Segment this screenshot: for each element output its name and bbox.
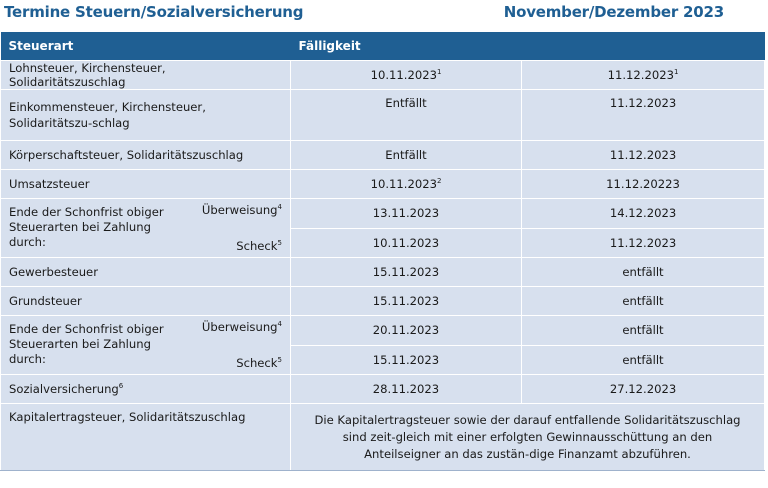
date-nov: Entfällt [291,90,522,141]
table-row [1,90,765,141]
table-row [1,61,765,90]
date-nov: 15.11.2023 [291,287,522,316]
row-label: Lohnsteuer, Kirchensteuer, Solidaritätszuschlag [1,61,291,90]
kapital-note: Die Kapitalertragsteuer sowie der darauf entfallende Solidaritätszuschlag sind zeit-gleich mit einer erfolgten Gewinnausschüttung an den Anteilseigner an das zustän-dige Finanzamt abzuführen. [291,404,765,471]
date-dez: 11.12.2023 [522,90,765,141]
payment-transfer-label: Überweisung$^4$ [201,203,282,217]
title-bar [0,0,768,30]
row-label: Ende der Schonfrist obiger Steuerarten bei Zahlung durch: [9,205,164,249]
period-title: November/Dezember 2023 [503,3,724,21]
row-label: Körperschaftsteuer, Solidaritätszuschlag [1,141,291,170]
table-row [1,375,765,404]
table-row [1,258,765,287]
payment-transfer-label: Überweisung$^4$ [201,320,282,334]
row-label: Einkommensteuer, Kirchensteuer, Solidaritätszu-schlag [1,90,291,141]
date-dez: entfällt [522,316,765,346]
date-nov: 28.11.2023 [291,375,522,404]
table-row [1,404,765,471]
date-dez: entfällt [522,345,765,375]
table-row [1,141,765,170]
date-nov: 13.11.2023 [291,199,522,229]
table-row [1,199,765,229]
date-nov: 10.11.2023$^2$ [291,170,522,199]
date-dez: 11.12.2023 [522,228,765,258]
schonfrist-label-cell [1,199,291,258]
date-dez: entfällt [522,258,765,287]
date-nov: Entfällt [291,141,522,170]
date-dez: 27.12.2023 [522,375,765,404]
row-label: Sozialversicherung$^6$ [1,375,291,404]
date-nov: 15.11.2023 [291,345,522,375]
date-dez: 11.12.2023 [522,141,765,170]
row-label: Grundsteuer [1,287,291,316]
row-label: Umsatzsteuer [1,170,291,199]
date-nov: 20.11.2023 [291,316,522,346]
date-dez: 14.12.2023 [522,199,765,229]
tax-dates-table [0,32,765,471]
payment-cheque-label: Scheck$^5$ [236,239,282,253]
schonfrist-label-cell [1,316,291,375]
date-nov: 10.11.2023$^1$ [291,61,522,90]
header-faelligkeit: Fälligkeit [291,32,765,61]
table-row [1,316,765,346]
date-dez: entfällt [522,287,765,316]
table-row [1,170,765,199]
date-dez: 11.12.2023$^1$ [522,61,765,90]
header-steuerart: Steuerart [1,32,291,61]
row-label: Gewerbesteuer [1,258,291,287]
row-label: Ende der Schonfrist obiger Steuerarten bei Zahlung durch: [9,322,164,366]
row-label: Kapitalertragsteuer, Solidaritätszuschlag [1,404,291,471]
table-row [1,287,765,316]
payment-cheque-label: Scheck$^5$ [236,356,282,370]
date-nov: 15.11.2023 [291,258,522,287]
page-title: Termine Steuern/Sozialversicherung [4,3,304,21]
date-nov: 10.11.2023 [291,228,522,258]
table-header-row [1,32,765,61]
date-dez: 11.12.20223 [522,170,765,199]
